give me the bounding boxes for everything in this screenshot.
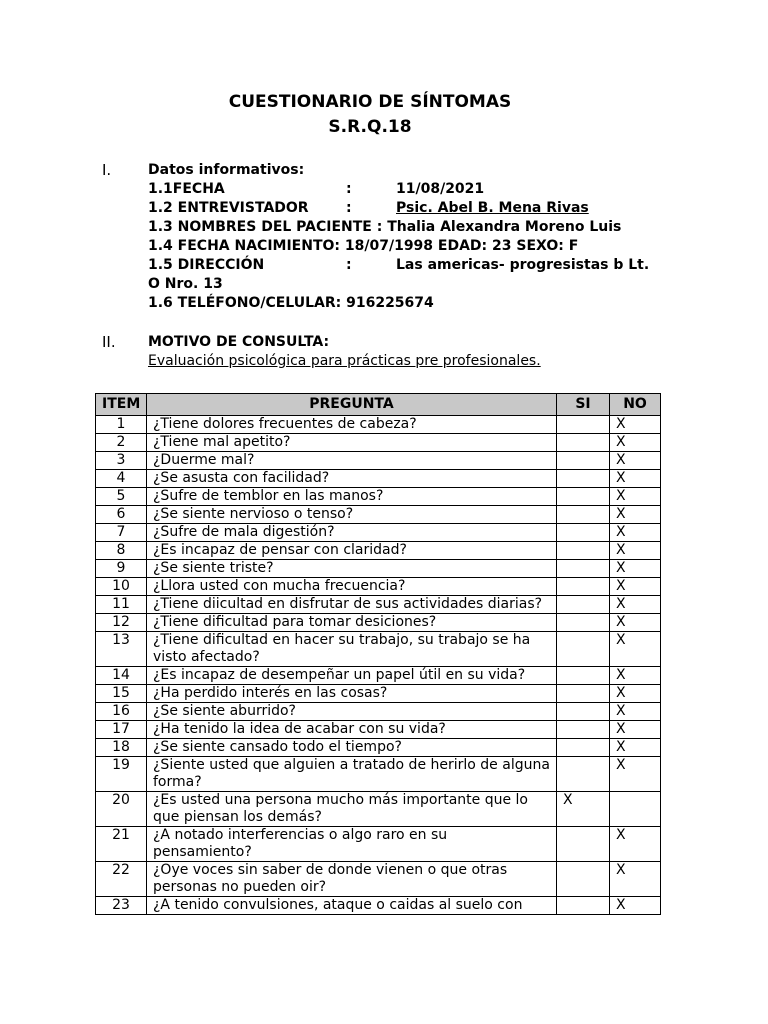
direccion-continuation: O Nro. 13 [148, 276, 223, 292]
item-number: 15 [96, 685, 147, 703]
table-row [96, 596, 661, 614]
item-number: 13 [96, 632, 147, 667]
fecha-line [148, 181, 485, 197]
question-text: ¿Oye voces sin saber de donde vienen o que otras personas no pueden oir? [147, 862, 557, 897]
item-number: 20 [96, 792, 147, 827]
entrevistador-value: Psic. Abel B. Mena Rivas [396, 200, 589, 216]
answer-si [557, 685, 610, 703]
answer-no: X [610, 416, 661, 434]
direccion-label: 1.5 DIRECCIÓN [148, 257, 265, 273]
answer-si [557, 524, 610, 542]
entrevistador-line [148, 200, 589, 216]
answer-no: X [610, 721, 661, 739]
question-text: ¿Sufre de temblor en las manos? [147, 488, 557, 506]
answer-no: X [610, 862, 661, 897]
table-row [96, 524, 661, 542]
answer-si [557, 578, 610, 596]
questionnaire-table [95, 393, 661, 915]
answer-no: X [610, 757, 661, 792]
table-row [96, 506, 661, 524]
answer-no: X [610, 452, 661, 470]
paciente-line: 1.3 NOMBRES DEL PACIENTE : Thalia Alexandra Moreno Luis [148, 219, 622, 235]
answer-si [557, 452, 610, 470]
question-text: ¿Tiene dificultad en hacer su trabajo, su trabajo se ha visto afectado? [147, 632, 557, 667]
table-row [96, 685, 661, 703]
question-text: ¿Es usted una persona mucho más importante que lo que piensan los demás? [147, 792, 557, 827]
answer-si [557, 897, 610, 915]
answer-no: X [610, 434, 661, 452]
question-text: ¿Tiene dificultad para tomar desiciones? [147, 614, 557, 632]
table-row [96, 488, 661, 506]
answer-no: X [610, 488, 661, 506]
item-number: 17 [96, 721, 147, 739]
question-text: ¿Es incapaz de pensar con claridad? [147, 542, 557, 560]
answer-si [557, 506, 610, 524]
item-number: 7 [96, 524, 147, 542]
table-row [96, 897, 661, 915]
answer-no: X [610, 578, 661, 596]
table-row [96, 542, 661, 560]
header-pregunta: PREGUNTA [147, 394, 557, 416]
answer-no: X [610, 739, 661, 757]
answer-no: X [610, 827, 661, 862]
answer-si [557, 757, 610, 792]
question-text: ¿Tiene mal apetito? [147, 434, 557, 452]
nacimiento-line: 1.4 FECHA NACIMIENTO: 18/07/1998 EDAD: 23 SEXO: F [148, 238, 579, 254]
item-number: 6 [96, 506, 147, 524]
item-number: 5 [96, 488, 147, 506]
direccion-line [148, 257, 650, 273]
answer-si [557, 703, 610, 721]
entrevistador-colon: : [346, 200, 352, 216]
answer-si [557, 721, 610, 739]
question-text: ¿Sufre de mala digestión? [147, 524, 557, 542]
motivo-text: Evaluación psicológica para prácticas pre profesionales. [148, 353, 541, 369]
question-text: ¿Siente usted que alguien a tratado de herirlo de alguna forma? [147, 757, 557, 792]
entrevistador-label: 1.2 ENTREVISTADOR [148, 200, 309, 216]
table-row [96, 578, 661, 596]
question-text: ¿Se siente cansado todo el tiempo? [147, 739, 557, 757]
question-text: ¿Se siente triste? [147, 560, 557, 578]
answer-si [557, 827, 610, 862]
answer-si [557, 862, 610, 897]
question-text: ¿A notado interferencias o algo raro en su pensamiento? [147, 827, 557, 862]
answer-no: X [610, 703, 661, 721]
answer-si [557, 560, 610, 578]
item-number: 23 [96, 897, 147, 915]
question-text: ¿Se siente nervioso o tenso? [147, 506, 557, 524]
section-1-heading: Datos informativos: [148, 162, 305, 178]
item-number: 10 [96, 578, 147, 596]
table-row [96, 862, 661, 897]
item-number: 1 [96, 416, 147, 434]
direccion-value: Las americas- progresistas b Lt. [396, 257, 650, 273]
answer-no: X [610, 542, 661, 560]
question-text: ¿Duerme mal? [147, 452, 557, 470]
answer-no: X [610, 632, 661, 667]
table-row [96, 434, 661, 452]
item-number: 18 [96, 739, 147, 757]
question-text: ¿Ha tenido la idea de acabar con su vida? [147, 721, 557, 739]
answer-si [557, 614, 610, 632]
table-row [96, 470, 661, 488]
answer-si [557, 488, 610, 506]
item-number: 16 [96, 703, 147, 721]
question-text: ¿Ha perdido interés en las cosas? [147, 685, 557, 703]
answer-si [557, 542, 610, 560]
item-number: 8 [96, 542, 147, 560]
table-row [96, 416, 661, 434]
question-text: ¿Se siente aburrido? [147, 703, 557, 721]
fecha-value: 11/08/2021 [396, 181, 485, 197]
header-item: ITEM [96, 394, 147, 416]
answer-si: X [557, 792, 610, 827]
item-number: 11 [96, 596, 147, 614]
table-row [96, 703, 661, 721]
table-row [96, 632, 661, 667]
answer-si [557, 632, 610, 667]
answer-no: X [610, 524, 661, 542]
answer-no [610, 792, 661, 827]
answer-si [557, 416, 610, 434]
answer-si [557, 739, 610, 757]
question-text: ¿Tiene dolores frecuentes de cabeza? [147, 416, 557, 434]
answer-no: X [610, 614, 661, 632]
answer-si [557, 434, 610, 452]
document-title: CUESTIONARIO DE SÍNTOMAS [228, 92, 512, 112]
fecha-label: 1.1FECHA [148, 181, 225, 197]
table-row [96, 792, 661, 827]
question-text: ¿Se asusta con facilidad? [147, 470, 557, 488]
answer-no: X [610, 897, 661, 915]
table-row [96, 739, 661, 757]
direccion-colon: : [346, 257, 352, 273]
answer-no: X [610, 685, 661, 703]
telefono-line: 1.6 TELÉFONO/CELULAR: 916225674 [148, 295, 434, 311]
question-text: ¿Llora usted con mucha frecuencia? [147, 578, 557, 596]
answer-si [557, 596, 610, 614]
section-1-number: I. [102, 161, 112, 179]
item-number: 4 [96, 470, 147, 488]
document-subtitle: S.R.Q.18 [328, 117, 412, 137]
item-number: 14 [96, 667, 147, 685]
header-no: NO [610, 394, 661, 416]
answer-no: X [610, 560, 661, 578]
item-number: 12 [96, 614, 147, 632]
section-2-number: II. [102, 333, 116, 351]
item-number: 3 [96, 452, 147, 470]
table-header-row [96, 394, 661, 416]
answer-no: X [610, 470, 661, 488]
table-row [96, 757, 661, 792]
fecha-colon: : [346, 181, 352, 197]
table-row [96, 614, 661, 632]
section-2-heading: MOTIVO DE CONSULTA: [148, 334, 330, 350]
answer-no: X [610, 667, 661, 685]
table-row [96, 827, 661, 862]
answer-si [557, 667, 610, 685]
table-row [96, 667, 661, 685]
header-si: SI [557, 394, 610, 416]
answer-no: X [610, 506, 661, 524]
answer-si [557, 470, 610, 488]
table-row [96, 721, 661, 739]
item-number: 19 [96, 757, 147, 792]
table-row [96, 452, 661, 470]
question-text: ¿Tiene diicultad en disfrutar de sus actividades diarias? [147, 596, 557, 614]
item-number: 21 [96, 827, 147, 862]
item-number: 9 [96, 560, 147, 578]
table-row [96, 560, 661, 578]
question-text: ¿Es incapaz de desempeñar un papel útil en su vida? [147, 667, 557, 685]
item-number: 22 [96, 862, 147, 897]
item-number: 2 [96, 434, 147, 452]
question-text: ¿A tenido convulsiones, ataque o caidas al suelo con [147, 897, 557, 915]
answer-no: X [610, 596, 661, 614]
